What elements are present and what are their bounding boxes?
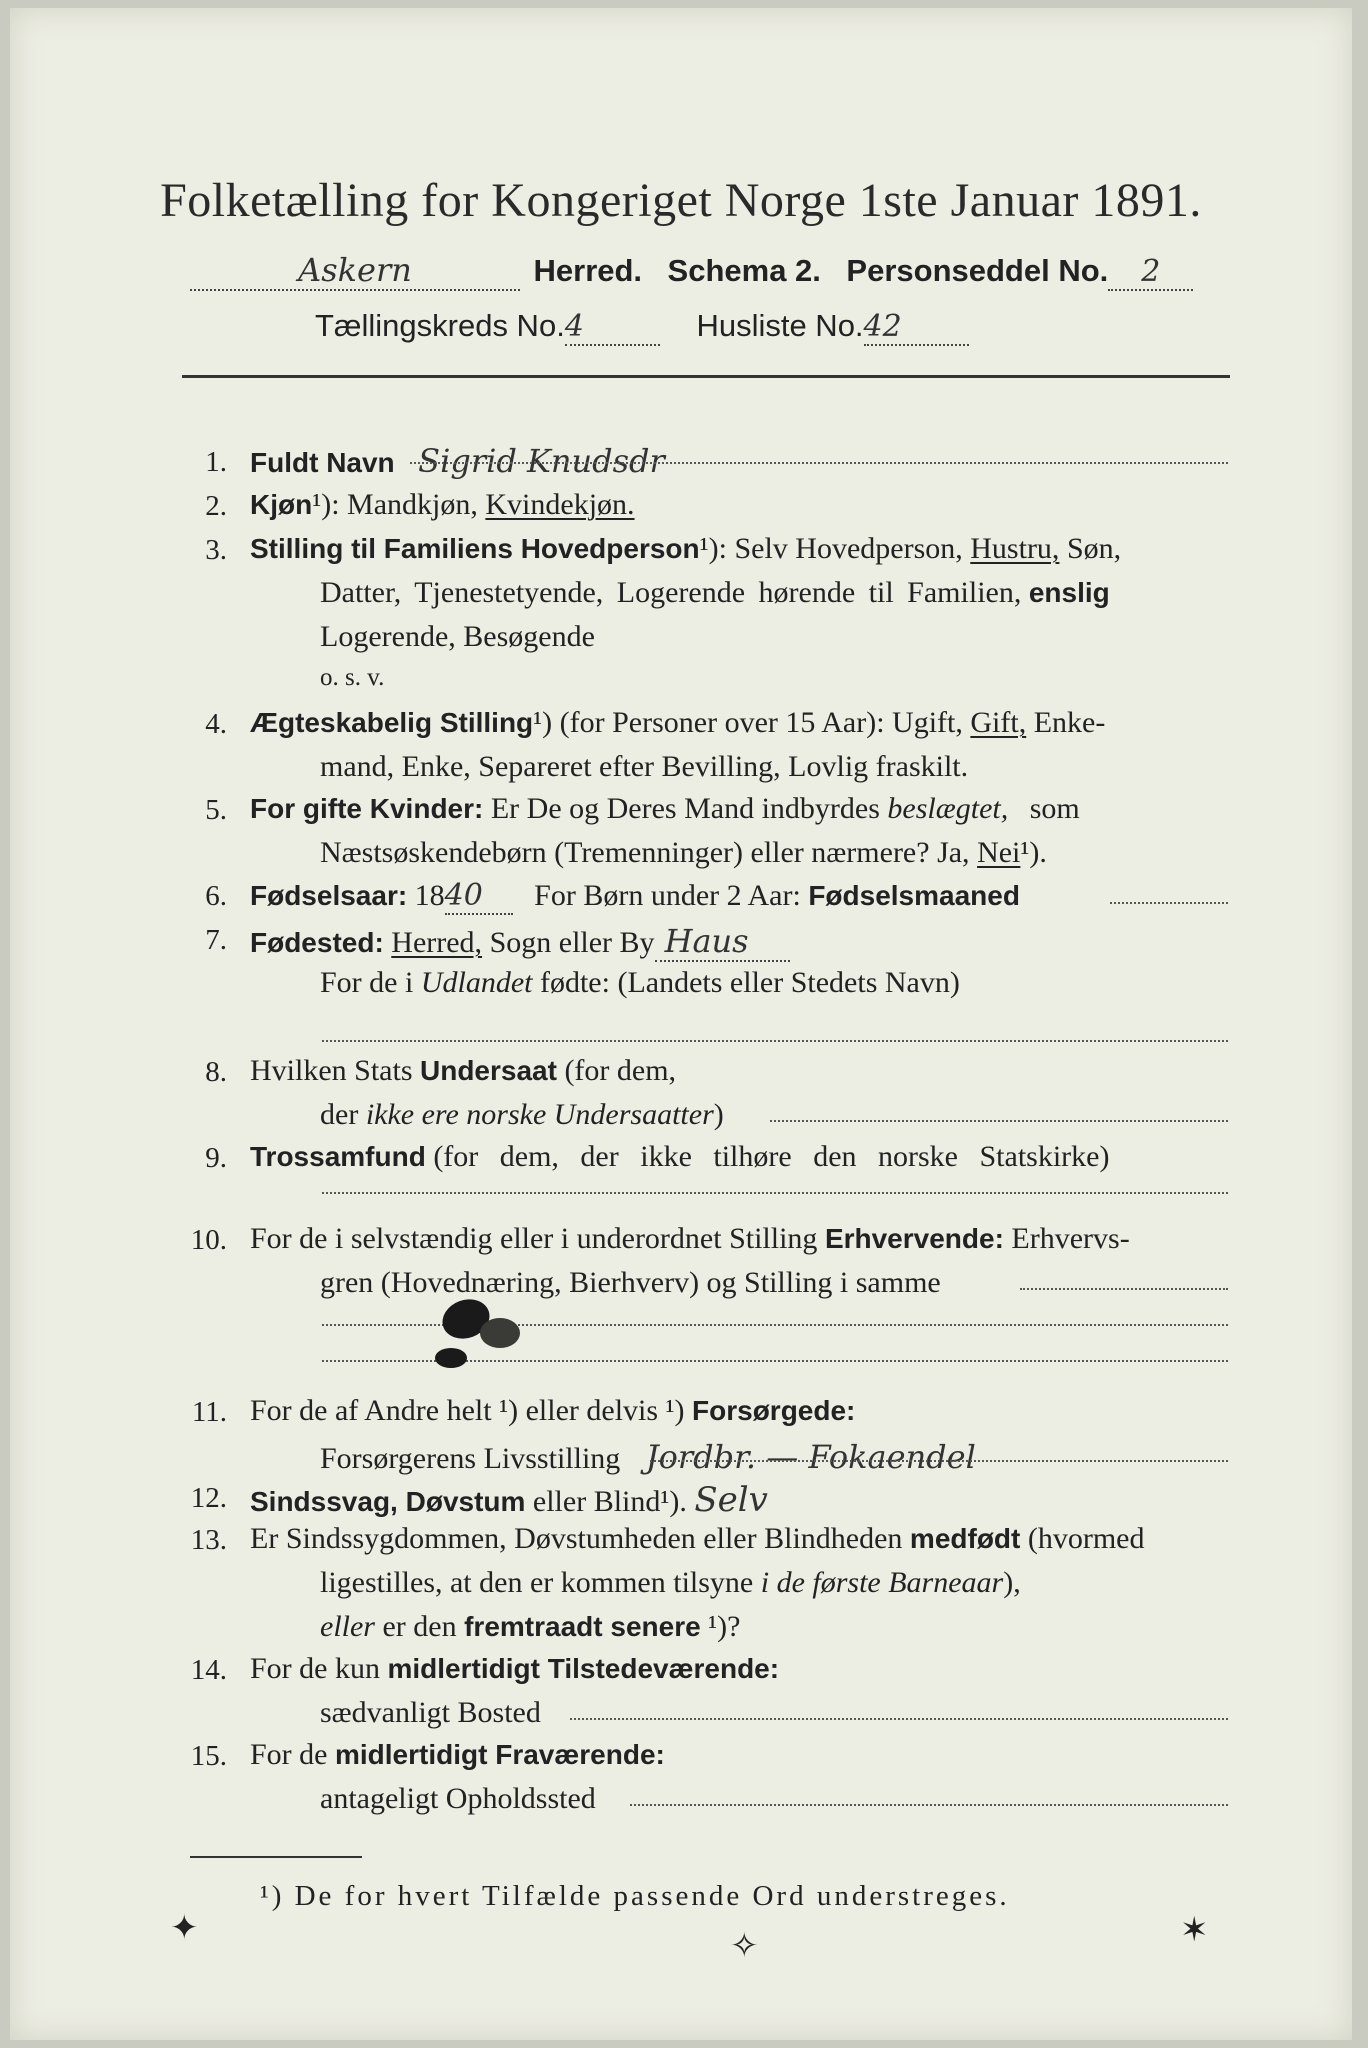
question-1 [250,442,665,480]
item-number-15: 15. [190,1740,227,1772]
question-11: For de af Andre helt ¹) eller delvis ¹) Forsørgede: [250,1394,856,1427]
husliste-label: Husliste No. [696,308,864,343]
q8-fill-line [770,1120,1228,1122]
q1-value: Sigrid Knudsdr [418,442,665,480]
q14-line-2: sædvanligt Bosted [320,1696,541,1729]
q14-fill-line [570,1718,1228,1720]
q2-selected: Kvindekjøn. [485,488,635,521]
q7-selected: Herred, [391,926,483,959]
q11-label: Forsørgede: [692,1395,856,1426]
question-15: For de midlertidigt Fraværende: [250,1738,665,1771]
q7-value: Haus [664,922,749,960]
question-9: Trossamfund (for dem, der ikke tilhøre den norske Statskirke) [250,1140,1110,1173]
item-number-9: 9. [205,1142,227,1174]
footnote: ¹) De for hvert Tilfælde passende Ord understreges. [260,1880,1010,1912]
q9-label: Trossamfund [250,1141,426,1172]
q8-line-2: der ikke ere norske Undersaatter) [320,1098,724,1131]
q11-line-2: Forsørgerens Livsstilling Jordbr. — Fokaendel [320,1438,976,1476]
item-number-3: 3. [205,534,227,566]
question-13: Er Sindssygdommen, Døvstumheden eller Blindheden medfødt (hvormed [250,1522,1145,1555]
q3-line-4: o. s. v. [320,664,385,691]
q7-label: Fødested: [250,927,384,958]
herred-label: Herred. [533,253,643,288]
header-herred-row [190,251,1193,291]
q15-line-2: antageligt Opholdssted [320,1782,596,1815]
q3-options-a: ¹): Selv Hovedperson, [699,532,963,565]
q8-label: Undersaat [420,1055,557,1086]
question-3 [250,532,1121,566]
crosshair-mark-left: ✦ [170,1910,199,1947]
q4-selected: Gift, [970,706,1027,739]
item-number-2: 2. [205,490,227,522]
q1-fill-line [410,462,1228,464]
item-number-5: 5. [205,794,227,826]
q10-line-2: gren (Hovednæring, Bierhverv) og Stilling i samme [320,1266,941,1299]
husliste-value: 42 [863,309,902,344]
herred-value: Askern [298,251,412,289]
q5-label: For gifte Kvinder: [250,793,484,824]
q6-fill-line [1110,902,1228,904]
header-rule [182,375,1230,378]
q9-fill-line [322,1192,1228,1194]
q15-label: midlertidigt Fraværende: [335,1739,665,1770]
question-5: For gifte Kvinder: Er De og Deres Mand indbyrdes beslægtet, som [250,792,1080,825]
q7-fill-line [322,1040,1228,1042]
schema-label: Schema 2. [667,253,821,288]
footnote-rule [190,1856,362,1858]
item-number-14: 14. [190,1654,227,1686]
question-12: Sindssvag, Døvstum eller Blind¹). Selv [250,1480,768,1520]
q3-line-2: Datter, Tjenestetyende, Logerende hørende til Familien, enslig [320,576,1110,609]
kreds-label: Tællingskreds No. [315,308,565,343]
q11-value: Jordbr. — Fokaendel [645,1438,976,1476]
item-number-10: 10. [190,1224,227,1256]
question-7: Fødested: Herred, Sogn eller By Haus [250,922,790,962]
q12-label: Sindssvag, Døvstum [250,1486,526,1517]
crosshair-mark-center: ✧ [730,1928,759,1965]
personseddel-label: Personseddel No. [846,253,1109,288]
q15-fill-line [630,1804,1228,1806]
q3-line-3: Logerende, Besøgende [320,620,595,653]
q4-label: Ægteskabelig Stilling [250,707,534,738]
item-number-8: 8. [205,1056,227,1088]
census-form [10,8,1352,2040]
q5-selected: Nei [977,836,1021,869]
q13-line-3: eller er den fremtraadt senere ¹)? [320,1610,741,1643]
q2-label: Kjøn [250,489,313,520]
personseddel-value: 2 [1141,254,1161,289]
item-number-13: 13. [190,1524,227,1556]
crosshair-mark-right: ✶ [1180,1912,1209,1949]
q3-selected: Hustru, [970,532,1060,565]
q10-fill-line-1 [1020,1288,1228,1290]
question-2 [250,488,635,522]
question-4: Ægteskabelig Stilling¹) (for Personer over 15 Aar): Ugift, Gift, Enke- [250,706,1106,739]
q10-label: Erhvervende: [824,1223,1004,1254]
q7-line-2: For de i Udlandet fødte: (Landets eller Stedets Navn) [320,966,960,999]
form-title: Folketælling for Kongeriget Norge 1ste Januar 1891. [160,174,1202,227]
item-number-1: 1. [205,446,227,478]
question-10: For de i selvstændig eller i underordnet Stilling Erhvervende: Erhvervs- [250,1222,1130,1255]
q12-value: Selv [694,1480,768,1520]
item-number-12: 12. [190,1482,227,1514]
q5-line-2: Næstsøskendebørn (Tremenninger) eller nærmere? Ja, Nei¹). [320,836,1047,869]
q3-options-b: Søn, [1066,532,1122,565]
ink-blot-2 [480,1318,520,1348]
question-14: For de kun midlertidigt Tilstedeværende: [250,1652,780,1685]
q3-label: Stilling til Familiens Hovedperson [250,533,700,564]
item-number-4: 4. [205,708,227,740]
item-number-11: 11. [191,1396,227,1428]
q6-label: Fødselsaar: [250,880,408,911]
q4-line-2: mand, Enke, Separeret efter Bevilling, Lovlig fraskilt. [320,750,969,783]
q1-label: Fuldt Navn [250,447,395,478]
question-8: Hvilken Stats Undersaat (for dem, [250,1054,677,1087]
ink-blot-3 [435,1348,467,1368]
item-number-7: 7. [205,924,227,956]
header-kreds-row [315,308,969,346]
q14-label: midlertidigt Tilstedeværende: [387,1653,780,1684]
q6-value: 40 [444,878,483,913]
q11-fill-line [650,1460,1228,1462]
item-number-6: 6. [205,880,227,912]
question-6: Fødselsaar: 1840 For Børn under 2 Aar: Fødselsmaaned [250,878,1020,913]
kreds-value: 4 [564,309,584,344]
q13-label: medfødt [909,1523,1021,1554]
q13-line-2: ligestilles, at den er kommen tilsyne i de første Barneaar), [320,1566,1021,1599]
q2-note: ¹): Mandkjøn, [312,488,478,521]
